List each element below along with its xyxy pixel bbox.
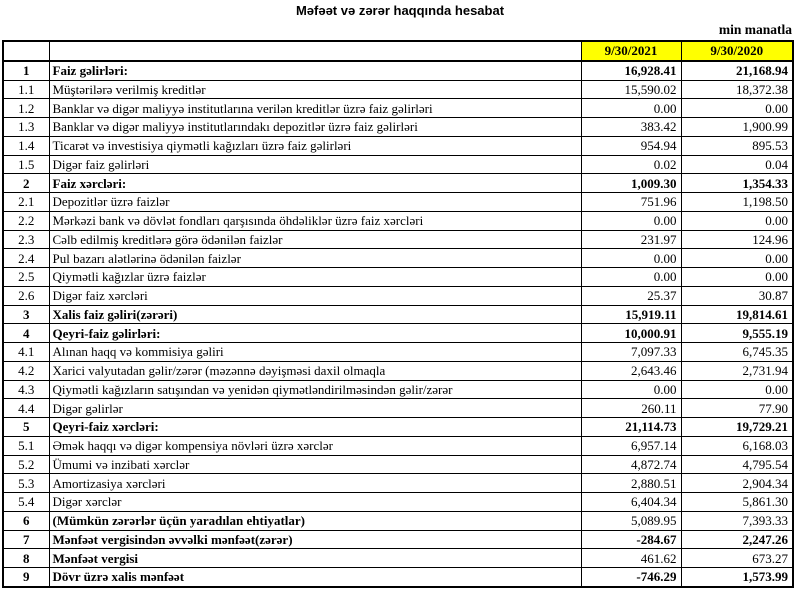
- row-number-cell: 2.5: [3, 268, 49, 287]
- table-row: [3, 549, 793, 568]
- row-number-cell: 4.2: [3, 361, 49, 380]
- table-row: [3, 136, 793, 155]
- row-label-cell: Digər gəlirlər: [49, 399, 581, 418]
- value-2021-cell: 6,404.34: [581, 493, 681, 512]
- row-label-cell: Qeyri-faiz gəlirləri:: [49, 324, 581, 343]
- row-label-cell: Qiymətli kağızların satışından və yenidən qiymətləndirilməsindən gəlir/zərər: [49, 380, 581, 399]
- value-2021-cell: 10,000.91: [581, 324, 681, 343]
- value-2021-cell: 260.11: [581, 399, 681, 418]
- table-row: [3, 361, 793, 380]
- row-number-cell: 2: [3, 174, 49, 193]
- value-2020-cell: 0.00: [681, 99, 793, 118]
- value-2020-cell: 124.96: [681, 230, 793, 249]
- value-2021-cell: 231.97: [581, 230, 681, 249]
- row-label-cell: Mənfəət vergisi: [49, 549, 581, 568]
- value-2020-cell: 1,573.99: [681, 568, 793, 587]
- value-2020-cell: 0.00: [681, 211, 793, 230]
- table-row: [3, 418, 793, 437]
- row-number-cell: 2.2: [3, 211, 49, 230]
- row-label-cell: Cəlb edilmiş kreditlərə görə ödənilən faizlər: [49, 230, 581, 249]
- table-row: [3, 380, 793, 399]
- row-number-cell: 1.1: [3, 80, 49, 99]
- value-2020-cell: 2,731.94: [681, 361, 793, 380]
- value-2021-cell: 15,919.11: [581, 305, 681, 324]
- header-label-cell: [49, 41, 581, 61]
- table-row: [3, 511, 793, 530]
- table-row: [3, 193, 793, 212]
- table-row: [3, 211, 793, 230]
- value-2020-cell: 6,745.35: [681, 343, 793, 362]
- value-2020-cell: 21,168.94: [681, 61, 793, 80]
- row-number-cell: 2.3: [3, 230, 49, 249]
- value-2021-cell: 0.00: [581, 268, 681, 287]
- row-label-cell: Dövr üzrə xalis mənfəət: [49, 568, 581, 587]
- value-2021-cell: 5,089.95: [581, 511, 681, 530]
- table-row: [3, 286, 793, 305]
- table-row: [3, 343, 793, 362]
- row-label-cell: Qeyri-faiz xərcləri:: [49, 418, 581, 437]
- row-label-cell: Xarici valyutadan gəlir/zərər (məzənnə dəyişməsi daxil olmaqla: [49, 361, 581, 380]
- value-2021-cell: 0.00: [581, 380, 681, 399]
- value-2021-cell: 954.94: [581, 136, 681, 155]
- unit-label: min manatla: [718, 22, 792, 37]
- row-number-cell: 4.4: [3, 399, 49, 418]
- value-2021-cell: 751.96: [581, 193, 681, 212]
- value-2020-cell: 7,393.33: [681, 511, 793, 530]
- value-2021-cell: -284.67: [581, 530, 681, 549]
- row-number-cell: 5.1: [3, 436, 49, 455]
- row-label-cell: Xalis faiz gəliri(zərəri): [49, 305, 581, 324]
- row-number-cell: 9: [3, 568, 49, 587]
- value-2020-cell: 4,795.54: [681, 455, 793, 474]
- row-label-cell: Digər faiz xərcləri: [49, 286, 581, 305]
- table-row: [3, 474, 793, 493]
- row-number-cell: 2.1: [3, 193, 49, 212]
- value-2021-cell: 0.02: [581, 155, 681, 174]
- row-number-cell: 2.6: [3, 286, 49, 305]
- value-2020-cell: 1,900.99: [681, 118, 793, 137]
- value-2020-cell: 9,555.19: [681, 324, 793, 343]
- table-row: [3, 455, 793, 474]
- row-label-cell: Müştərilərə verilmiş kreditlər: [49, 80, 581, 99]
- table-row: [3, 305, 793, 324]
- row-number-cell: 2.4: [3, 249, 49, 268]
- row-number-cell: 1.4: [3, 136, 49, 155]
- value-2020-cell: 19,814.61: [681, 305, 793, 324]
- value-2021-cell: 2,880.51: [581, 474, 681, 493]
- row-label-cell: Əmək haqqı və digər kompensiya növləri üzrə xərclər: [49, 436, 581, 455]
- table-row: [3, 61, 793, 80]
- table-row: [3, 324, 793, 343]
- row-label-cell: Ticarət və investisiya qiymətli kağızları üzrə faiz gəlirləri: [49, 136, 581, 155]
- value-2020-cell: 0.04: [681, 155, 793, 174]
- date-header-2020: 9/30/2020: [681, 41, 793, 61]
- value-2020-cell: 2,904.34: [681, 474, 793, 493]
- row-number-cell: 5.2: [3, 455, 49, 474]
- table-row: [3, 530, 793, 549]
- value-2021-cell: 1,009.30: [581, 174, 681, 193]
- row-number-cell: 4: [3, 324, 49, 343]
- report-table-body: [3, 61, 793, 587]
- row-number-cell: 6: [3, 511, 49, 530]
- row-number-cell: 8: [3, 549, 49, 568]
- row-label-cell: Banklar və digər maliyyə institutlarındakı depozitlər üzrə faiz gəlirləri: [49, 118, 581, 137]
- report-table: [2, 40, 794, 588]
- value-2020-cell: 5,861.30: [681, 493, 793, 512]
- row-label-cell: Qiymətli kağızlar üzrə faizlər: [49, 268, 581, 287]
- value-2021-cell: 4,872.74: [581, 455, 681, 474]
- table-row: [3, 174, 793, 193]
- value-2021-cell: 15,590.02: [581, 80, 681, 99]
- value-2021-cell: 25.37: [581, 286, 681, 305]
- value-2021-cell: 2,643.46: [581, 361, 681, 380]
- value-2020-cell: 2,247.26: [681, 530, 793, 549]
- row-label-cell: Depozitlər üzrə faizlər: [49, 193, 581, 212]
- value-2020-cell: 6,168.03: [681, 436, 793, 455]
- row-label-cell: Faiz gəlirləri:: [49, 61, 581, 80]
- row-label-cell: (Mümkün zərərlər üçün yaradılan ehtiyatlar): [49, 511, 581, 530]
- row-label-cell: Banklar və digər maliyyə institutlarına verilən kreditlər üzrə faiz gəlirləri: [49, 99, 581, 118]
- value-2020-cell: 0.00: [681, 380, 793, 399]
- value-2021-cell: 0.00: [581, 211, 681, 230]
- value-2021-cell: 21,114.73: [581, 418, 681, 437]
- row-number-cell: 7: [3, 530, 49, 549]
- header-number-cell: [3, 41, 49, 61]
- row-number-cell: 4.3: [3, 380, 49, 399]
- page-title: Məfəət və zərər haqqında hesabat: [295, 3, 505, 18]
- row-number-cell: 1.5: [3, 155, 49, 174]
- table-row: [3, 230, 793, 249]
- value-2021-cell: 0.00: [581, 99, 681, 118]
- value-2021-cell: 7,097.33: [581, 343, 681, 362]
- value-2020-cell: 77.90: [681, 399, 793, 418]
- value-2021-cell: 16,928.41: [581, 61, 681, 80]
- value-2021-cell: 383.42: [581, 118, 681, 137]
- value-2020-cell: 18,372.38: [681, 80, 793, 99]
- row-label-cell: Mərkəzi bank və dövlət fondları qarşısında öhdəliklər üzrə faiz xərcləri: [49, 211, 581, 230]
- value-2020-cell: 30.87: [681, 286, 793, 305]
- table-row: [3, 493, 793, 512]
- row-label-cell: Digər faiz gəlirləri: [49, 155, 581, 174]
- table-row: [3, 436, 793, 455]
- table-row: [3, 268, 793, 287]
- table-row: [3, 155, 793, 174]
- row-number-cell: 3: [3, 305, 49, 324]
- date-header-2021: 9/30/2021: [581, 41, 681, 61]
- value-2020-cell: 0.00: [681, 249, 793, 268]
- row-number-cell: 1: [3, 61, 49, 80]
- value-2020-cell: 1,354.33: [681, 174, 793, 193]
- row-label-cell: Mənfəət vergisindən əvvəlki mənfəət(zərər): [49, 530, 581, 549]
- table-row: [3, 399, 793, 418]
- row-label-cell: Digər xərclər: [49, 493, 581, 512]
- row-number-cell: 4.1: [3, 343, 49, 362]
- row-label-cell: Faiz xərcləri:: [49, 174, 581, 193]
- table-row: [3, 568, 793, 587]
- header-row: [3, 41, 793, 61]
- table-row: [3, 99, 793, 118]
- row-number-cell: 5: [3, 418, 49, 437]
- value-2021-cell: 0.00: [581, 249, 681, 268]
- value-2020-cell: 895.53: [681, 136, 793, 155]
- table-row: [3, 80, 793, 99]
- row-number-cell: 5.4: [3, 493, 49, 512]
- row-label-cell: Ümumi və inzibati xərclər: [49, 455, 581, 474]
- value-2020-cell: 19,729.21: [681, 418, 793, 437]
- table-row: [3, 249, 793, 268]
- value-2021-cell: -746.29: [581, 568, 681, 587]
- value-2020-cell: 673.27: [681, 549, 793, 568]
- row-number-cell: 1.2: [3, 99, 49, 118]
- row-label-cell: Amortizasiya xərcləri: [49, 474, 581, 493]
- table-row: [3, 118, 793, 137]
- row-label-cell: Pul bazarı alətlərinə ödənilən faizlər: [49, 249, 581, 268]
- value-2020-cell: 0.00: [681, 268, 793, 287]
- value-2021-cell: 6,957.14: [581, 436, 681, 455]
- row-number-cell: 1.3: [3, 118, 49, 137]
- value-2021-cell: 461.62: [581, 549, 681, 568]
- row-label-cell: Alınan haqq və kommisiya gəliri: [49, 343, 581, 362]
- row-number-cell: 5.3: [3, 474, 49, 493]
- value-2020-cell: 1,198.50: [681, 193, 793, 212]
